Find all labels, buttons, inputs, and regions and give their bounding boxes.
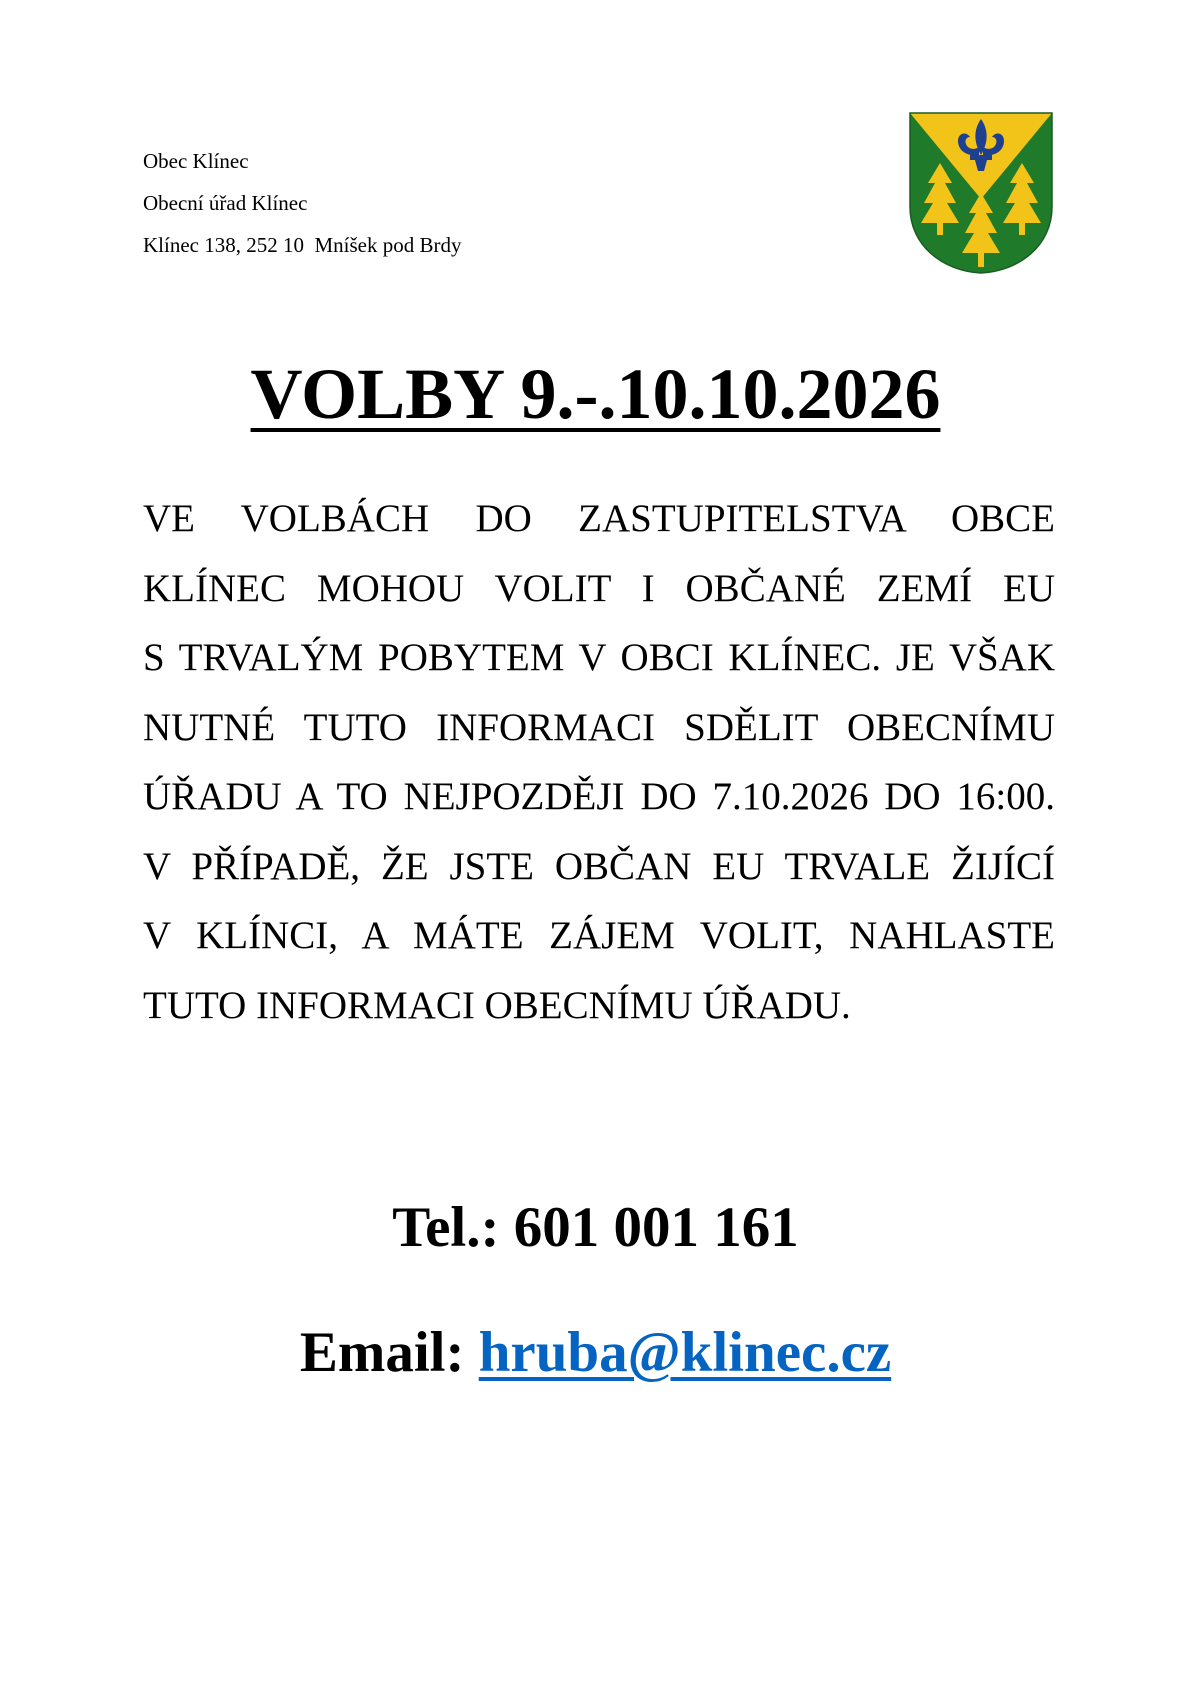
body-line: S TRVALÝM POBYTEM V OBCI KLÍNEC. JE VŠAK xyxy=(143,636,1055,679)
page-title xyxy=(0,352,1191,436)
email-label: Email: xyxy=(299,1321,479,1384)
body-line: VE VOLBÁCH DO ZASTUPITELSTVA OBCE xyxy=(143,497,1055,540)
body-line: KLÍNEC MOHOU VOLIT I OBČANÉ ZEMÍ EU xyxy=(143,566,1055,610)
body-line: V KLÍNCI, A MÁTE ZÁJEM VOLIT, NAHLASTE xyxy=(143,914,1055,957)
email-contact xyxy=(0,1318,1191,1388)
body-line: V PŘÍPADĚ, ŽE JSTE OBČAN EU TRVALE ŽIJÍCÍ xyxy=(143,844,1055,888)
title-text: VOLBY 9.-.10.10.2026 xyxy=(250,354,941,434)
coat-of-arms-icon xyxy=(908,111,1054,275)
announcement-body xyxy=(143,484,1055,1040)
phone-number: Tel.: 601 001 161 xyxy=(392,1196,799,1259)
body-line: TUTO INFORMACI OBECNÍMU ÚŘADU. xyxy=(143,983,851,1027)
body-line: NUTNÉ TUTO INFORMACI SDĚLIT OBECNÍMU xyxy=(143,705,1055,749)
postal-address: Klínec 138, 252 10 Mníšek pod Brdy xyxy=(143,233,462,257)
body-line: ÚŘADU A TO NEJPOZDĚJI DO 7.10.2026 DO 16:00. xyxy=(143,775,1055,818)
municipality-name: Obec Klínec xyxy=(143,149,249,173)
office-name: Obecní úřad Klínec xyxy=(143,191,308,215)
email-link[interactable]: hruba@klinec.cz xyxy=(478,1321,892,1384)
sender-address xyxy=(143,140,461,266)
